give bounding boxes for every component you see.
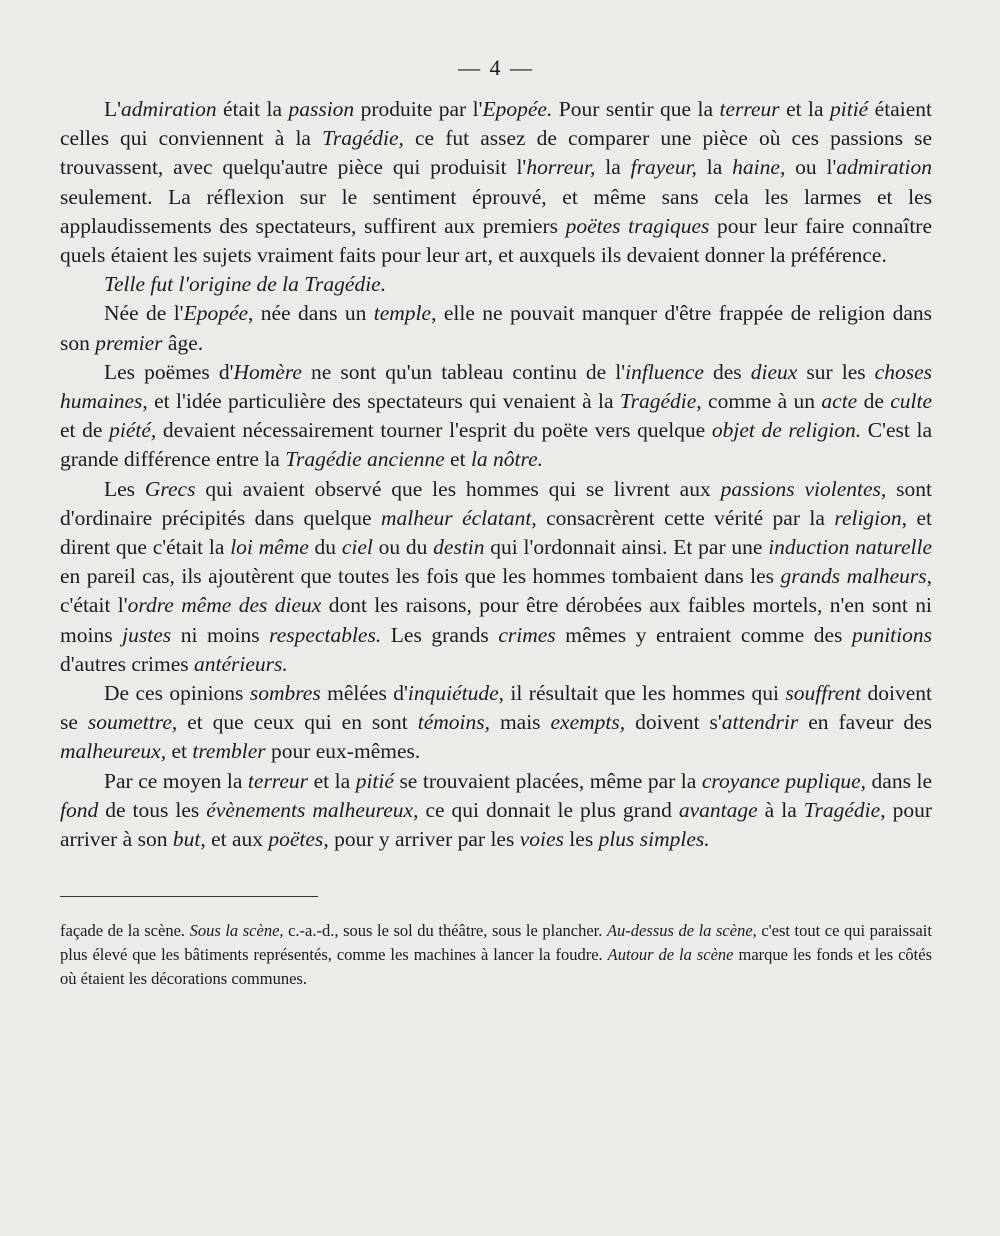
paragraph-italic-run: terreur	[247, 768, 309, 793]
paragraph-italic-run: choses humaines	[60, 359, 932, 414]
paragraph-run: doivent s'	[625, 710, 722, 735]
paragraph-run: ou du	[372, 535, 434, 560]
paragraph-italic-run: religion	[834, 505, 902, 530]
paragraph-italic-run: influence	[625, 359, 704, 384]
paragraph	[60, 767, 932, 855]
paragraph-run: seulement. La réflexion sur le sentiment éprouvé, et même sans cela les larmes et les applaudissements des spectateurs, suffirent aux premiers	[60, 184, 932, 238]
paragraph-run: , ce qui donnait le plus grand	[413, 797, 679, 822]
paragraph-run: se trouvaient placées, même par la	[393, 768, 702, 793]
paragraph-run: ni moins	[171, 622, 270, 647]
paragraph-run: Les poëmes d'	[104, 359, 234, 384]
paragraph-italic-run: Homère	[233, 359, 302, 384]
paragraph-italic-run: culte	[890, 389, 933, 414]
paragraph-run: produite par l'	[354, 97, 483, 121]
paragraph-run: étaient celles qui conviennent à la	[60, 97, 932, 151]
paragraph-italic-run: pitié	[830, 97, 869, 121]
paragraph-italic-run: destin	[433, 535, 485, 560]
paragraph-italic-run: Epopée	[183, 301, 249, 326]
paragraph-run: en pareil cas, ils ajoutèrent que toutes les fois que les hommes tombaient dans les	[60, 564, 781, 589]
paragraph-italic-run: malheur éclatant	[380, 505, 532, 530]
paragraph-run: , pour y arriver par les	[323, 827, 520, 852]
paragraph-run: mais	[489, 710, 551, 735]
paragraph-italic-run: ordre même des dieux	[127, 593, 322, 618]
paragraph-italic-run: premier	[95, 330, 163, 355]
paragraph-italic-run: acte	[821, 389, 858, 414]
paragraph-run: C'est la grande différence entre la	[60, 418, 932, 472]
paragraph-run: Née de l'	[104, 301, 184, 326]
paragraph-run: était la	[216, 97, 289, 121]
paragraph-italic-run: piété,	[109, 418, 157, 443]
paragraph-italic-run: punitions	[851, 622, 932, 647]
paragraph-run: et de	[60, 418, 110, 443]
paragraph-italic-run: dieux	[750, 359, 798, 384]
paragraph-run: du	[308, 535, 342, 560]
footnote-italic-run: Au-dessus de la scène	[606, 921, 753, 941]
footnote-run: façade de la scène.	[60, 921, 190, 941]
paragraph-run: doivent se	[60, 681, 932, 735]
paragraph-run: et	[166, 739, 193, 764]
paragraph-run: , dans le	[860, 768, 932, 793]
paragraph-run: , elle ne pouvait manquer d'être frappée de religion dans son	[60, 301, 932, 355]
paragraph-run: , c'était l'	[60, 564, 933, 618]
paragraph-italic-run: antérieurs.	[194, 651, 288, 676]
paragraph-italic-run: respectables.	[269, 622, 382, 647]
paragraph-run: , il résultait que les hommes qui	[498, 681, 786, 706]
paragraph-run: pour eux-mêmes.	[265, 739, 421, 764]
paragraph-italic-run: passions violentes,	[720, 476, 887, 501]
paragraph-run: les	[563, 827, 599, 852]
document-page	[60, 55, 932, 991]
paragraph-italic-run: terreur	[719, 97, 780, 121]
paragraph	[60, 270, 932, 299]
paragraph-run: ce fut assez de comparer une pièce où ces passions se trouvassent, avec quelqu'autre pièce qui produisit l'	[60, 126, 932, 180]
paragraph-italic-run: passion	[288, 97, 355, 121]
paragraph-italic-run: justes	[122, 622, 172, 647]
paragraph-italic-run: loi même	[230, 535, 309, 560]
footnote-run: , c'est tout ce qui paraissait plus élevé que les bâtiments représentés, comme les machines à lancer la foudre.	[60, 921, 932, 965]
paragraph-run: la	[696, 155, 733, 180]
paragraph-run: dont les raisons, pour être dérobées aux faibles mortels, n'en sont ni moins	[60, 593, 932, 647]
paragraph-run: , consacrèrent cette vérité par la	[531, 505, 835, 530]
paragraph-italic-run: ciel	[341, 535, 373, 560]
paragraph-italic-run: Tragédie ancienne	[285, 447, 445, 472]
paragraph-run: , ou l'	[779, 155, 837, 180]
paragraph-italic-run: but	[172, 827, 201, 852]
paragraph-run: Les	[104, 476, 145, 501]
paragraph-italic-run: exempts,	[550, 710, 626, 735]
paragraph-italic-run: sombres	[249, 681, 321, 706]
paragraph	[60, 358, 932, 475]
paragraph-italic-run: Telle fut l'origine de la Tragédie.	[104, 272, 387, 297]
footnote	[60, 919, 932, 991]
paragraph-run: Les grands	[381, 622, 499, 647]
paragraph-italic-run: malheureux,	[60, 739, 167, 764]
paragraph-italic-run: horreur,	[526, 155, 596, 180]
paragraph	[60, 299, 932, 357]
paragraph-run: de	[857, 389, 891, 414]
footnote-text	[60, 919, 932, 991]
paragraph-italic-run: poëtes tragiques	[565, 213, 710, 238]
paragraph-run: d'autres crimes	[60, 651, 195, 676]
paragraph-run: comme à un	[701, 389, 822, 414]
paragraph-run: et que ceux qui en sont	[177, 710, 418, 735]
paragraph-run: sur les	[797, 359, 875, 384]
paragraph-italic-run: grands malheurs	[780, 564, 927, 589]
page-number: — 4 —	[458, 55, 534, 80]
paragraph-run: mêmes y entraient comme des	[555, 622, 852, 647]
paragraph-run: qui l'ordonnait ainsi. Et par une	[484, 535, 769, 560]
paragraph-italic-run: crimes	[498, 622, 556, 647]
paragraph-run: et la	[779, 97, 831, 121]
paragraph-run: âge.	[162, 330, 204, 355]
paragraph-italic-run: témoins,	[417, 710, 490, 735]
paragraph-run: De ces opinions	[104, 681, 250, 706]
paragraph-italic-run: pitié	[355, 768, 394, 793]
paragraph	[60, 679, 932, 767]
paragraph-italic-run: inquiétude	[407, 681, 499, 706]
paragraph-run: et la	[308, 768, 356, 793]
paragraph-run: ne sont qu'un tableau continu de l'	[301, 359, 626, 384]
footnote-divider	[60, 896, 318, 897]
paragraph-italic-run: soumettre,	[87, 710, 178, 735]
footnote-italic-run: Autour de la scène	[607, 945, 734, 965]
paragraph-run: L'	[104, 97, 122, 121]
paragraph-italic-run: haine	[732, 155, 780, 180]
paragraph-italic-run: Tragédie,	[322, 126, 404, 151]
paragraph-run: Pour sentir que la	[552, 97, 720, 121]
paragraph-run: Par ce moyen la	[104, 768, 248, 793]
paragraph-italic-run: avantage	[678, 797, 758, 822]
paragraph-italic-run: Epopée.	[482, 97, 553, 121]
paragraph-italic-run: voies	[519, 827, 564, 852]
paragraph-run: des	[703, 359, 751, 384]
paragraph-italic-run: souffrent	[785, 681, 862, 706]
paragraph-run: , et l'idée particulière des spectateurs qui venaient à la	[142, 389, 620, 414]
paragraph-italic-run: fond	[60, 797, 99, 822]
paragraph-italic-run: objet de religion.	[711, 418, 862, 443]
paragraph-run: et	[444, 447, 471, 472]
paragraph-run: , et aux	[200, 827, 269, 852]
footnote-run: marque les fonds et les côtés où étaient les décorations communes.	[60, 945, 933, 989]
paragraph-italic-run: admiration	[836, 155, 932, 180]
paragraph-run: qui avaient observé que les hommes qui se livrent aux	[195, 476, 721, 501]
footnote-run: c.-a.-d., sous le sol du théâtre, sous le plancher.	[283, 921, 607, 941]
paragraph-run: sont d'ordinaire précipités dans quelque	[60, 476, 932, 530]
paragraph-run: pour leur faire connaître quels étaient les sujets vraiment faits pour leur art, et auxquels ils devaient donner la préférence.	[60, 213, 933, 268]
paragraph	[60, 475, 932, 679]
paragraph-italic-run: attendrir	[721, 710, 799, 735]
body-text	[60, 95, 932, 854]
paragraph-run: devaient nécessairement tourner l'esprit du poëte vers quelque	[156, 418, 712, 443]
paragraph-italic-run: Tragédie,	[619, 389, 702, 414]
paragraph-italic-run: frayeur,	[630, 155, 697, 180]
paragraph-run: , et dirent que c'était la	[60, 505, 932, 560]
paragraph-italic-run: temple	[373, 301, 432, 326]
paragraph-italic-run: Grecs	[144, 476, 196, 501]
footnote-italic-run: Sous la scène,	[189, 921, 284, 941]
paragraph-italic-run: induction naturelle	[768, 535, 932, 560]
paragraph-run: à la	[757, 797, 804, 822]
paragraph-italic-run: plus simples.	[598, 827, 710, 852]
paragraph-italic-run: croyance puplique	[701, 768, 861, 793]
paragraph-italic-run: évènements malheureux	[206, 797, 414, 822]
paragraph-italic-run: poëtes	[268, 827, 324, 852]
paragraph-run: mêlées d'	[320, 681, 408, 706]
paragraph-run: , pour arriver à son	[60, 797, 932, 852]
paragraph-run: en faveur des	[798, 710, 932, 735]
paragraph	[60, 95, 932, 270]
paragraph-run: , née dans un	[248, 301, 374, 326]
paragraph-italic-run: la nôtre.	[470, 447, 543, 472]
paragraph-italic-run: trembler	[192, 739, 266, 764]
paragraph-italic-run: Tragédie	[803, 797, 881, 822]
paragraph-italic-run: admiration	[121, 97, 217, 121]
paragraph-run: la	[595, 155, 631, 180]
paragraph-run: de tous les	[98, 797, 207, 822]
